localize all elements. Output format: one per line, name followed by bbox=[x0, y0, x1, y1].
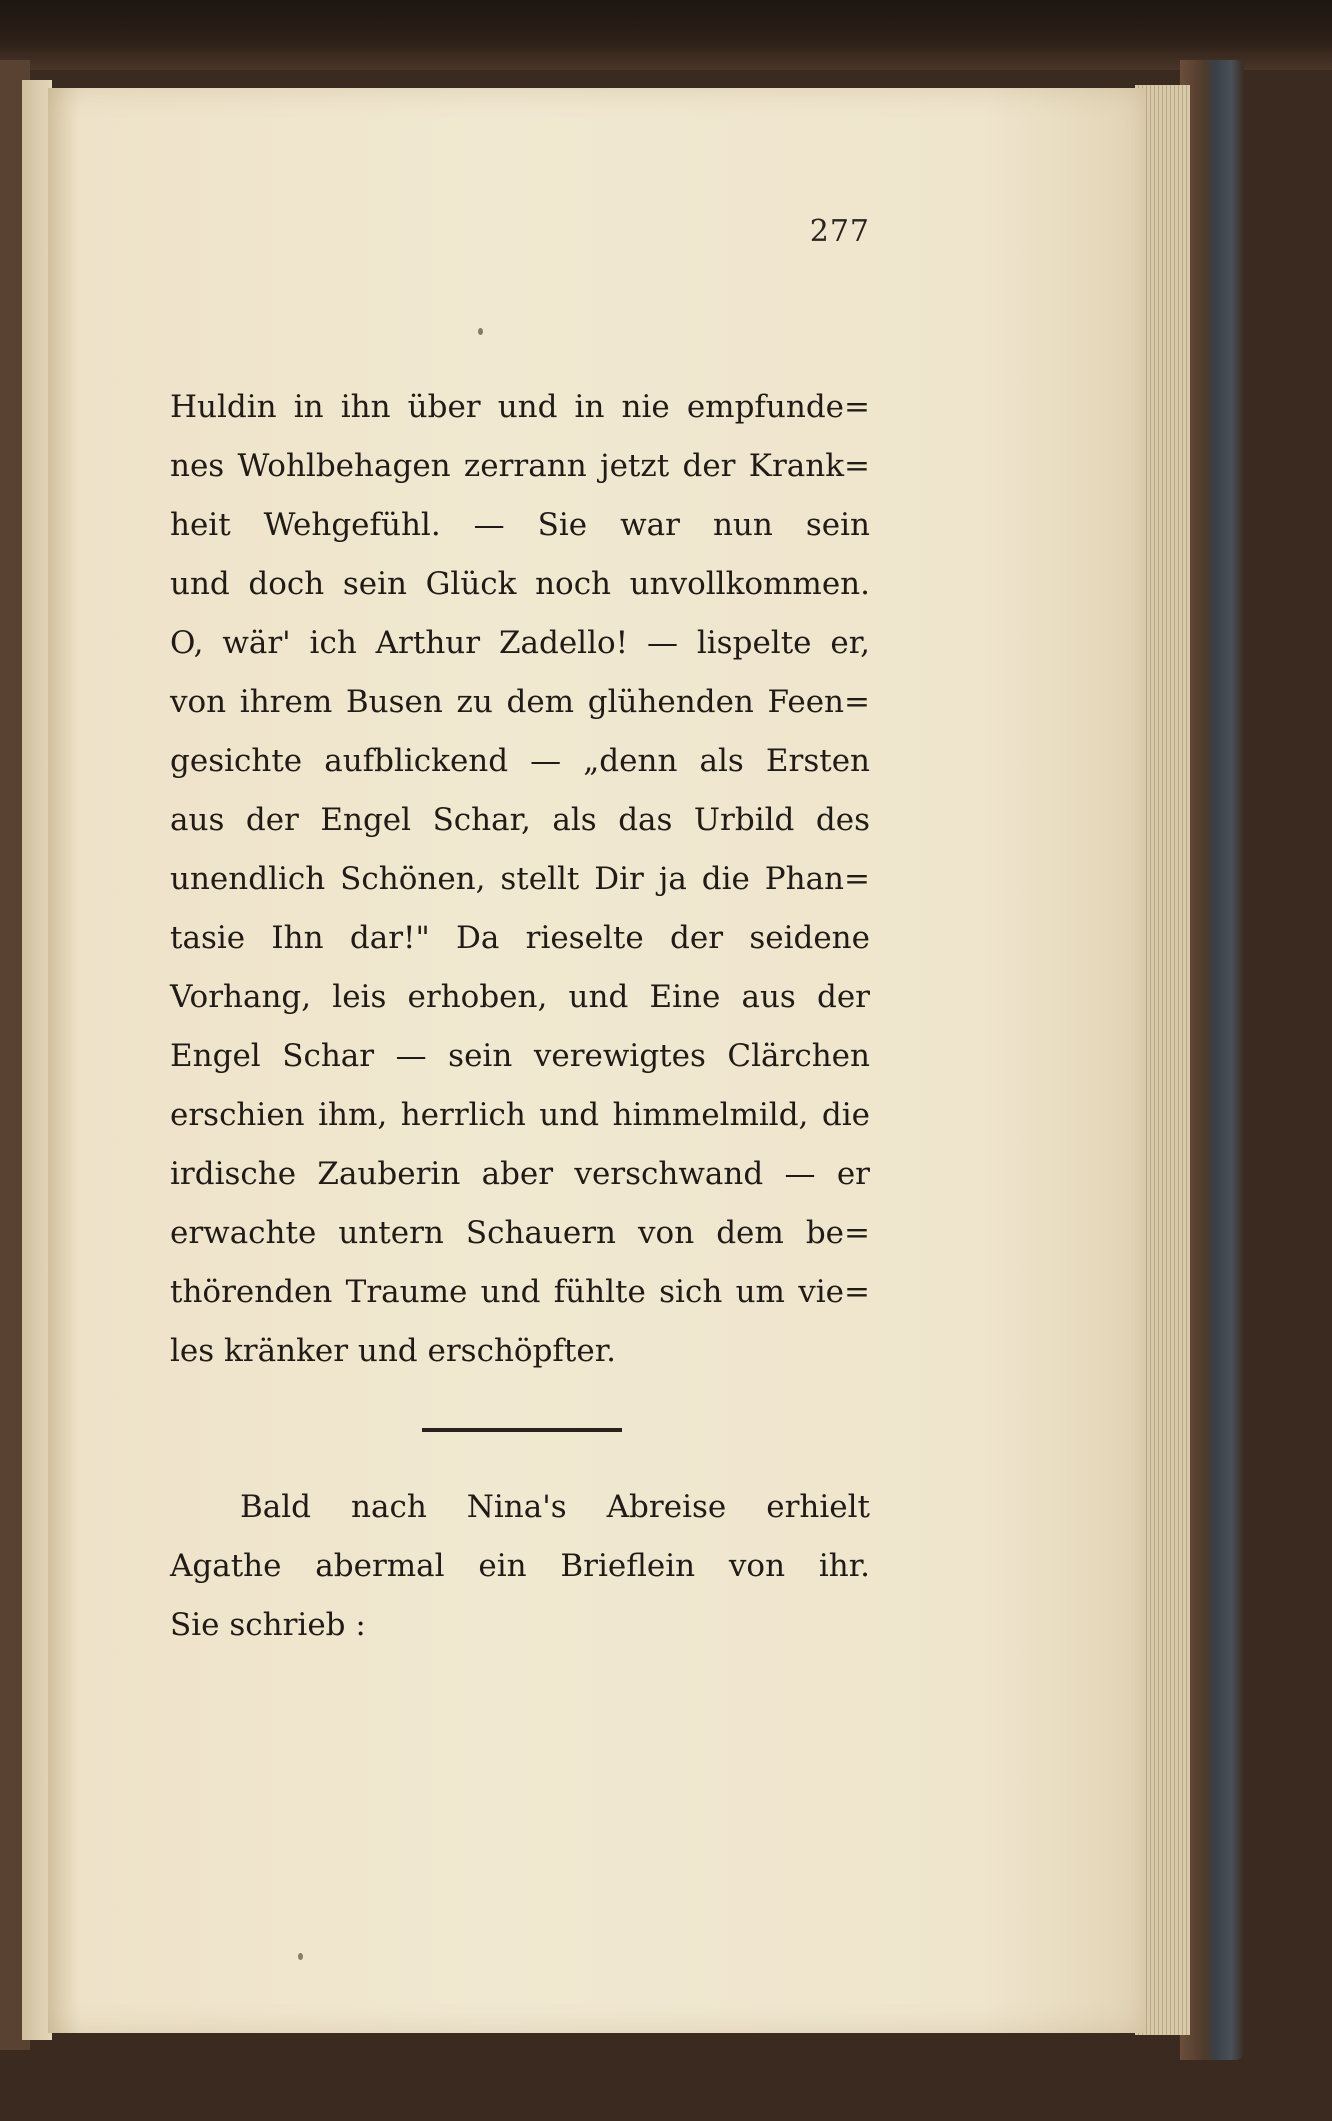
text-line: Sie schrieb : bbox=[170, 1607, 366, 1643]
text-line: gesichte aufblickend — „denn als Ersten bbox=[170, 743, 870, 779]
ink-speck bbox=[298, 1953, 303, 1960]
paragraph-2 bbox=[170, 1478, 870, 1655]
text-line: O, wär' ich Arthur Zadello! — lispelte er, bbox=[170, 625, 870, 661]
text-line: tasie Ihn dar!" Da rieselte der seidene bbox=[170, 920, 870, 956]
text-line: und doch sein Glück noch unvollkommen. bbox=[170, 566, 870, 602]
ink-speck bbox=[478, 328, 483, 335]
text-line: unendlich Schönen, stellt Dir ja die Phan= bbox=[170, 861, 870, 897]
text-line: Vorhang, leis erhoben, und Eine aus der bbox=[170, 979, 870, 1015]
text-line: Huldin in ihn über und in nie empfunde= bbox=[170, 389, 870, 425]
text-line: von ihrem Busen zu dem glühenden Feen= bbox=[170, 684, 870, 720]
text-line: Bald nach Nina's Abreise erhielt bbox=[240, 1489, 870, 1525]
text-line: aus der Engel Schar, als das Urbild des bbox=[170, 802, 870, 838]
text-line: heit Wehgefühl. — Sie war nun sein bbox=[170, 507, 870, 543]
text-line: thörenden Traume und fühlte sich um vie= bbox=[170, 1274, 870, 1310]
top-shadow bbox=[0, 0, 1332, 70]
text-line: Engel Schar — sein verewigtes Clärchen bbox=[170, 1038, 870, 1074]
text-line: erwachte untern Schauern von dem be= bbox=[170, 1215, 870, 1251]
text-line: nes Wohlbehagen zerrann jetzt der Krank= bbox=[170, 448, 870, 484]
page-number: 277 bbox=[809, 214, 870, 249]
text-line: les kränker und erschöpfter. bbox=[170, 1333, 616, 1369]
text-line: Agathe abermal ein Brieflein von ihr. bbox=[170, 1548, 870, 1584]
text-line: erschien ihm, herrlich und himmelmild, die bbox=[170, 1097, 870, 1133]
text-line: irdische Zauberin aber verschwand — er bbox=[170, 1156, 870, 1192]
section-divider bbox=[422, 1428, 622, 1432]
paragraph-1 bbox=[170, 378, 870, 1381]
